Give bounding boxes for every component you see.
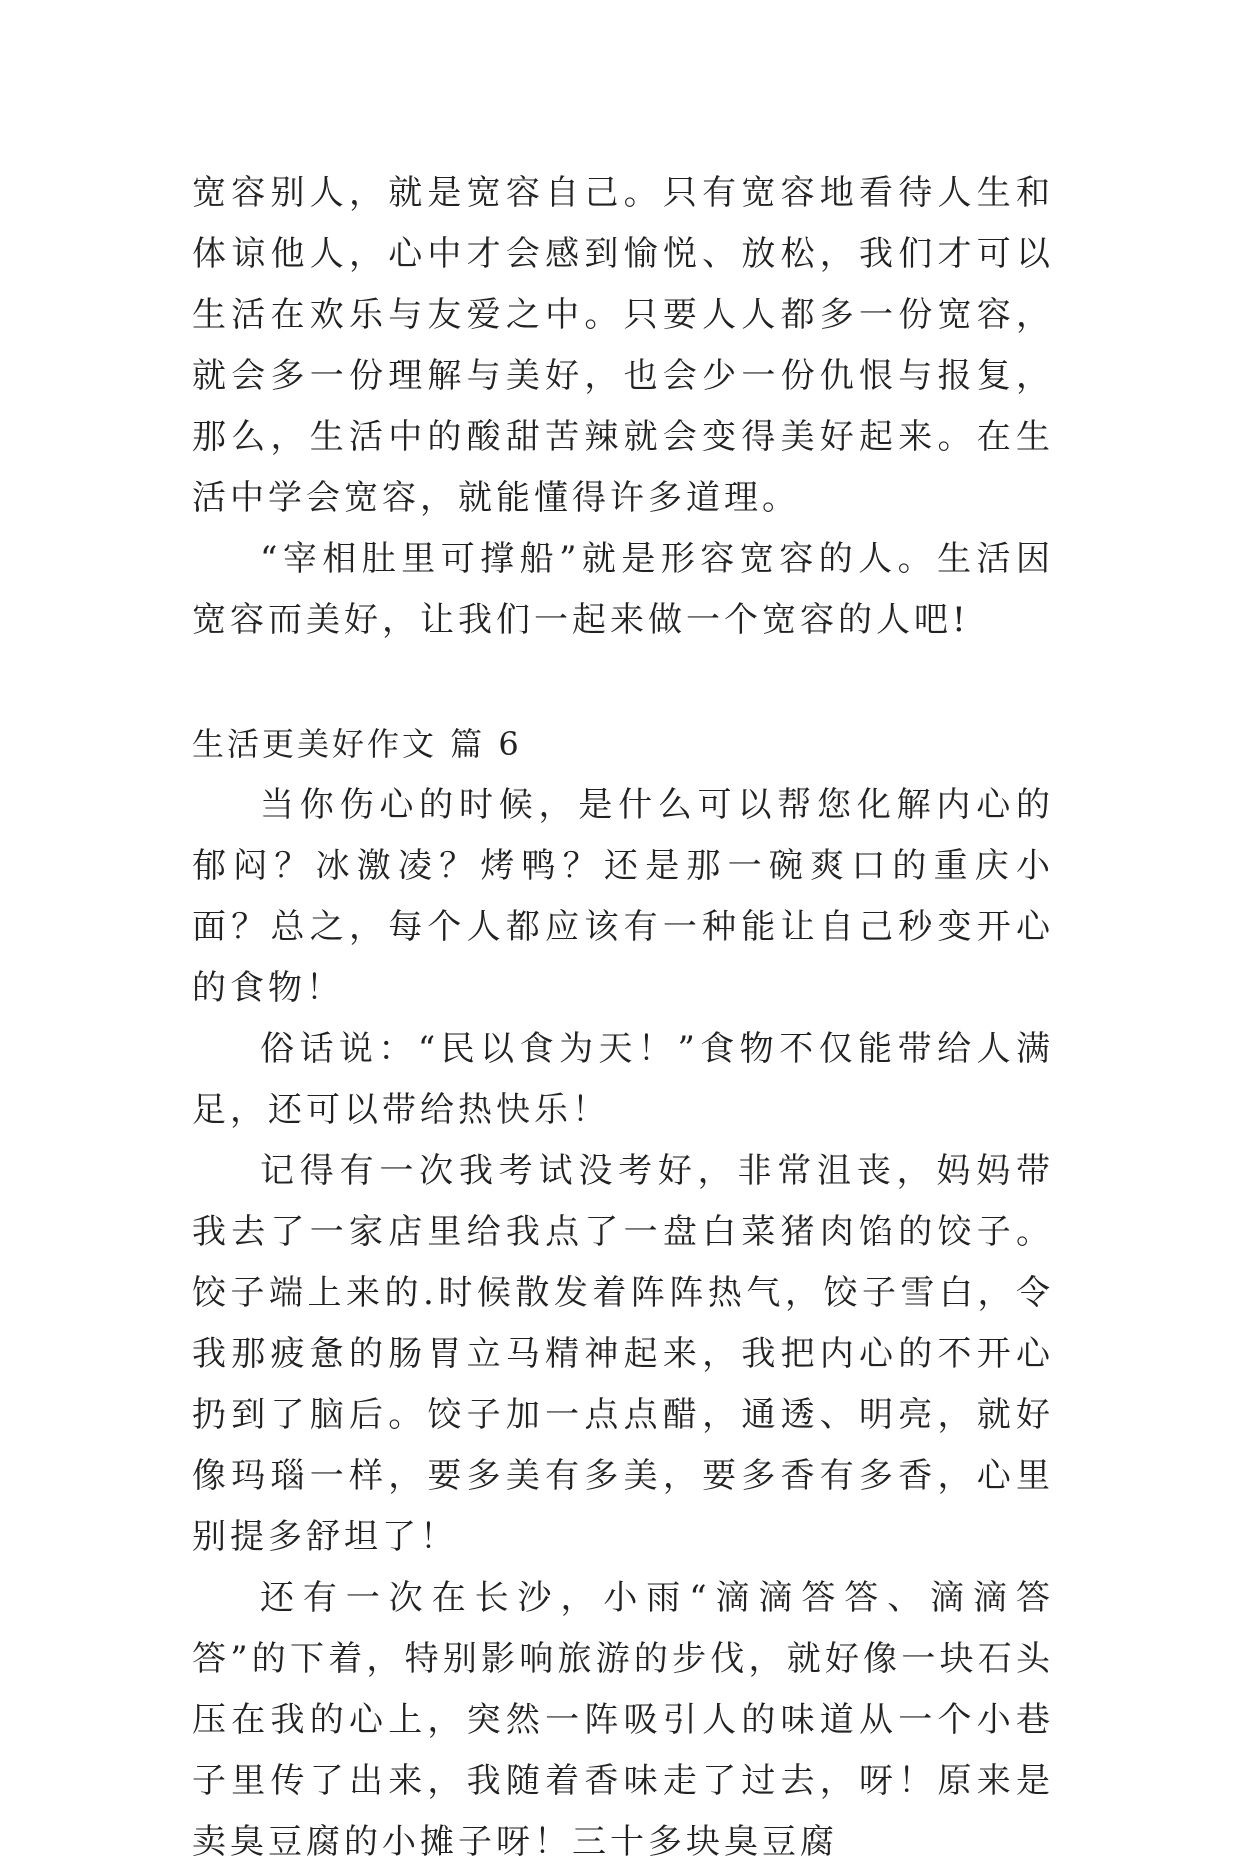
document-body <box>192 163 1054 1873</box>
paragraph: 当你伤心的时候，是什么可以帮您化解内心的郁闷？冰激凌？烤鸭？还是那一碗爽口的重庆小面？总之，每个人都应该有一种能让自己秒变开心的食物！ <box>192 785 1054 1008</box>
paragraph: 俗话说：“民以食为天！”食物不仅能带给人满足，还可以带给热快乐！ <box>192 1029 1054 1130</box>
paragraph: 宽容别人，就是宽容自己。只有宽容地看待人生和体谅他人，心中才会感到愉悦、放松，我们才可以生活在欢乐与友爱之中。只要人人都多一份宽容，就会多一份理解与美好，也会少一份仇恨与报复，那么，生活中的酸甜苦辣就会变得美好起来。在生活中学会宽容，就能懂得许多道理。 <box>192 173 1054 518</box>
paragraph: “宰相肚里可撑船”就是形容宽容的人。生活因宽容而美好，让我们一起来做一个宽容的人吧! <box>192 539 1054 640</box>
section-heading: 生活更美好作文 篇 6 <box>192 725 522 763</box>
paragraph: 记得有一次我考试没考好，非常沮丧，妈妈带我去了一家店里给我点了一盘白菜猪肉馅的饺子。饺子端上来的.时候散发着阵阵热气，饺子雪白，令我那疲惫的肠胃立马精神起来，我把内心的不开心扔到了脑后。饺子加一点点醋，通透、明亮，就好像玛瑙一样，要多美有多美，要多香有多香，心里别提多舒坦了！ <box>192 1151 1054 1557</box>
paragraph: 还有一次在长沙，小雨“滴滴答答、滴滴答答”的下着，特别影响旅游的步伐，就好像一块石头压在我的心上，突然一阵吸引人的味道从一个小巷子里传了出来，我随着香味走了过去，呀！原来是卖臭豆腐的小摊子呀！三十多块臭豆腐 <box>192 1578 1054 1862</box>
section-spacer <box>192 651 1054 714</box>
